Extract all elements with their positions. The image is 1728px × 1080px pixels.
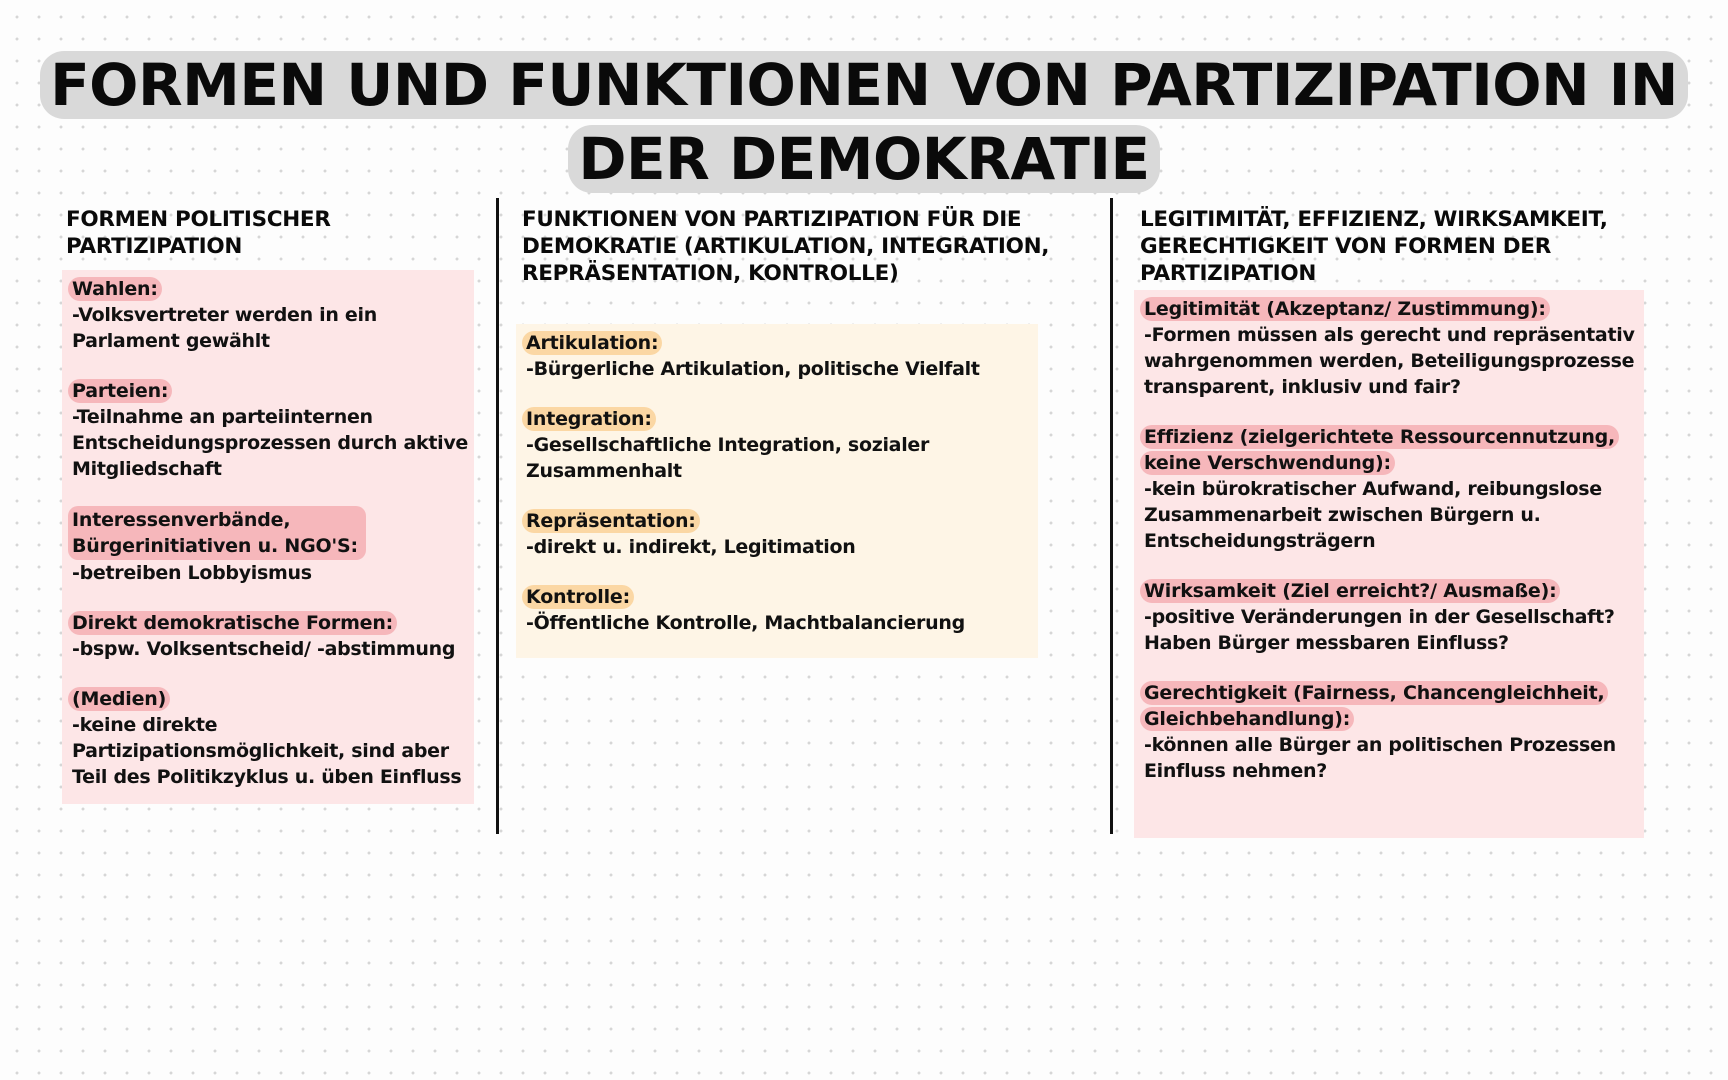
funktionen-box	[516, 324, 1038, 658]
title-line-1: FORMEN UND FUNKTIONEN VON PARTIZIPATION IN	[40, 51, 1688, 119]
column-heading: FUNKTIONEN VON PARTIZIPATION FÜR DIE DEMOKRATIE (ARTIKULATION, INTEGRATION, REPRÄSENTATION, KONTROLLE)	[522, 207, 1050, 286]
kriterien-box	[1134, 290, 1644, 838]
item-label: Repräsentation:	[522, 509, 700, 533]
item-text: -bspw. Volksentscheid/ -abstimmung	[72, 638, 456, 660]
item-label: Wahlen:	[68, 277, 162, 301]
list-item	[68, 378, 468, 482]
list-item	[522, 330, 1032, 382]
page-title	[0, 48, 1728, 196]
item-label: Effizienz (zielgerichtete Ressourcennutzung, keine Verschwendung):	[1140, 425, 1619, 475]
item-text: -können alle Bürger an politischen Prozessen Einfluss nehmen?	[1144, 734, 1616, 782]
item-text: -Formen müssen als gerecht und repräsentativ wahrgenommen werden, Beteiligungsprozesse transparent, inklusiv und fair?	[1144, 324, 1635, 398]
item-text: -Gesellschaftliche Integration, sozialer Zusammenhalt	[526, 434, 930, 482]
item-label: Wirksamkeit (Ziel erreicht?/ Ausmaße):	[1140, 579, 1560, 603]
list-item	[522, 508, 1032, 560]
column-heading: LEGITIMITÄT, EFFIZIENZ, WIRKSAMKEIT, GERECHTIGKEIT VON FORMEN DER PARTIZIPATION	[1140, 207, 1608, 286]
item-text: -Bürgerliche Artikulation, politische Vielfalt	[526, 358, 980, 380]
list-item	[68, 686, 468, 790]
column-heading: FORMEN POLITISCHER PARTIZIPATION	[66, 207, 331, 259]
formen-box	[62, 270, 474, 804]
item-text: -direkt u. indirekt, Legitimation	[526, 536, 856, 558]
title-line-2: DER DEMOKRATIE	[568, 125, 1159, 193]
column-funktionen	[522, 206, 1102, 287]
item-text: -kein bürokratischer Aufwand, reibungslose Zusammenarbeit zwischen Bürgern u. Entscheidungsträgern	[1144, 478, 1602, 552]
list-item	[1140, 296, 1638, 400]
column-formen	[66, 206, 486, 260]
item-label: Kontrolle:	[522, 585, 634, 609]
item-text: -positive Veränderungen in der Gesellschaft? Haben Bürger messbaren Einfluss?	[1144, 606, 1615, 654]
list-item	[1140, 424, 1638, 554]
column-divider	[496, 198, 499, 834]
item-label: Gerechtigkeit (Fairness, Chancengleichheit, Gleichbehandlung):	[1140, 681, 1608, 731]
item-text: -Teilnahme an parteiinternen Entscheidungsprozessen durch aktive Mitgliedschaft	[72, 406, 468, 480]
item-label: Integration:	[522, 407, 656, 431]
column-kriterien	[1140, 206, 1720, 287]
item-label: Interessenverbände, Bürgerinitiativen u. NGO'S:	[68, 506, 366, 560]
item-text: -Öffentliche Kontrolle, Machtbalancierung	[526, 612, 965, 634]
item-label: (Medien)	[68, 687, 170, 711]
item-label: Parteien:	[68, 379, 172, 403]
list-item	[1140, 680, 1638, 784]
list-item	[522, 406, 1032, 484]
list-item	[522, 584, 1032, 636]
item-label: Artikulation:	[522, 331, 662, 355]
item-text: -betreiben Lobbyismus	[72, 562, 312, 584]
list-item	[68, 506, 468, 586]
item-label: Direkt demokratische Formen:	[68, 611, 397, 635]
list-item	[68, 610, 468, 662]
item-text: -keine direkte Partizipationsmöglichkeit, sind aber Teil des Politikzyklus u. üben Einfluss	[72, 714, 462, 788]
column-divider	[1110, 198, 1113, 834]
item-label: Legitimität (Akzeptanz/ Zustimmung):	[1140, 297, 1550, 321]
item-text: -Volksvertreter werden in ein Parlament gewählt	[72, 304, 377, 352]
list-item	[68, 276, 468, 354]
list-item	[1140, 578, 1638, 656]
